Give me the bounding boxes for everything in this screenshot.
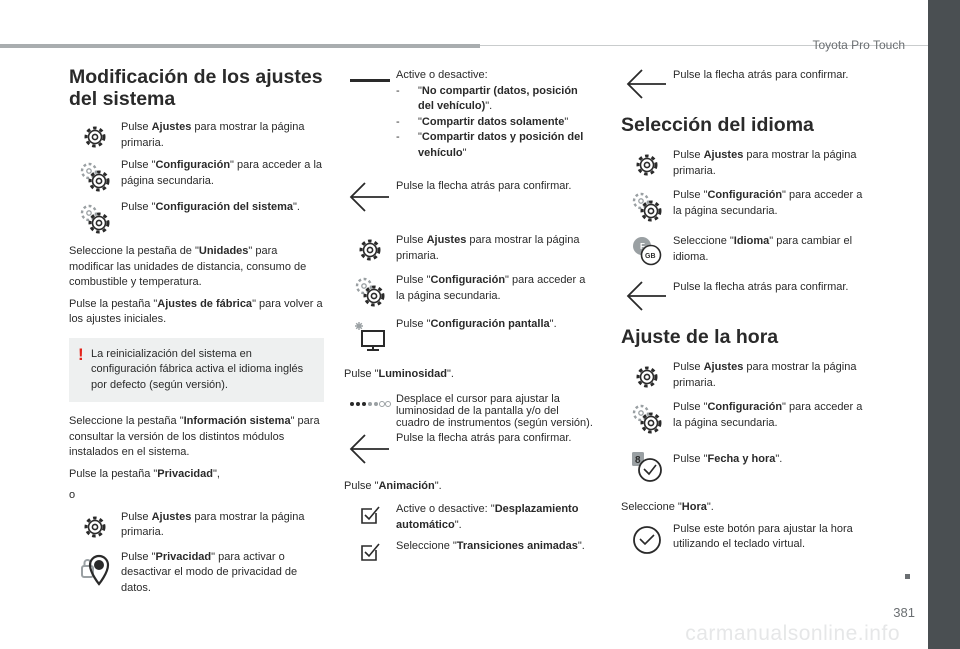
step-privacy-options xyxy=(344,68,594,161)
watermark: carmanualsonline.info xyxy=(685,622,900,645)
step-text: Seleccione "Transiciones animadas". xyxy=(396,540,585,552)
step-back-language xyxy=(621,278,871,312)
back-arrow-icon xyxy=(349,433,391,465)
step-text: Pulse "Configuración" para acceder a la página secundaria. xyxy=(673,189,863,217)
slider-dots-icon xyxy=(349,400,391,408)
activate-intro: Active o desactive: xyxy=(396,69,488,81)
back-arrow-icon xyxy=(349,181,391,213)
paragraph-system-info: Seleccione la pestaña "Información sistema" para consultar la versión de los distintos módulos instalados en el sistema. xyxy=(69,415,320,458)
paragraph-factory-settings: Pulse la pestaña "Ajustes de fábrica" para volver a los ajustes iniciales. xyxy=(69,297,323,325)
step-system-configuration xyxy=(69,200,324,236)
step-text: Pulse "Configuración" para acceder a la página secundaria. xyxy=(396,274,586,302)
step-text: Pulse la flecha atrás para confirmar. xyxy=(673,69,849,81)
back-arrow-icon xyxy=(626,280,668,312)
column-3 xyxy=(621,66,871,556)
page-number: 381 xyxy=(893,605,915,620)
double-gear-icon xyxy=(630,402,664,436)
step-text: Pulse Ajustes para mostrar la página primaria. xyxy=(673,149,857,177)
step-animated-transitions xyxy=(344,539,594,563)
language-icon-label-top: F xyxy=(640,242,645,251)
gear-icon xyxy=(632,362,662,392)
clock-icon xyxy=(630,450,664,484)
step-text: Pulse Ajustes para mostrar la página primaria. xyxy=(121,510,305,538)
step-text: Pulse Ajustes para mostrar la página primaria. xyxy=(396,234,580,262)
list-item: - "No compartir (datos, posición del vehículo)". xyxy=(396,84,578,112)
step-back-2 xyxy=(344,431,594,465)
step-settings-2 xyxy=(69,510,324,542)
section-title-system-settings: Modificación de los ajustes del sistema xyxy=(69,66,323,110)
step-settings xyxy=(621,148,871,180)
calendar-badge-label: 8 xyxy=(635,455,641,466)
language-icon-label-bottom: GB xyxy=(645,253,656,260)
step-configuration-time xyxy=(621,400,871,436)
privacy-options-list xyxy=(396,84,594,162)
step-text: Seleccione "Idioma" para cambiar el idioma. xyxy=(673,235,853,263)
step-date-time xyxy=(621,448,871,484)
flag-icon xyxy=(350,74,390,88)
step-text: Pulse "Configuración" para acceder a la página secundaria. xyxy=(673,401,863,429)
section-title-time: Ajuste de la hora xyxy=(621,326,779,348)
double-gear-icon xyxy=(630,190,664,224)
double-gear-icon xyxy=(78,160,112,194)
step-text: Pulse "Configuración" para acceder a la página secundaria. xyxy=(121,159,323,187)
section-title-language: Selección del idioma xyxy=(621,114,814,136)
step-language xyxy=(621,234,871,266)
clock-icon xyxy=(631,524,663,556)
back-arrow-icon xyxy=(626,68,668,100)
step-text: Desplace el cursor para ajustar la luminosidad de la pantalla y/o del cuadro de instrumentos (según versión). xyxy=(396,392,593,429)
checkbox-icon xyxy=(359,504,381,526)
step-back-1 xyxy=(344,179,594,213)
step-text: Pulse la flecha atrás para confirmar. xyxy=(396,180,572,192)
step-settings-time xyxy=(621,360,871,392)
step-text: Active o desactive: "Desplazamiento automático". xyxy=(396,503,579,531)
gear-icon xyxy=(80,122,110,152)
column-2 xyxy=(344,68,594,563)
step-text: Pulse "Configuración del sistema". xyxy=(121,201,300,213)
step-set-hour xyxy=(621,522,871,556)
paragraph-animation: Pulse "Animación". xyxy=(344,479,442,492)
list-item: - "Compartir datos solamente" xyxy=(396,115,569,128)
double-gear-icon xyxy=(353,275,387,309)
warning-mark-icon: ! xyxy=(78,344,84,364)
step-configuration xyxy=(69,158,324,194)
step-text: Pulse la flecha atrás para confirmar. xyxy=(396,431,572,444)
paragraph-brightness: Pulse "Luminosidad". xyxy=(344,368,454,380)
step-text: Pulse "Fecha y hora". xyxy=(673,453,783,465)
gear-icon xyxy=(355,235,385,265)
column-1 xyxy=(69,66,324,596)
step-configuration xyxy=(621,188,871,224)
privacy-options xyxy=(396,68,594,161)
checkbox-icon xyxy=(359,541,381,563)
step-settings xyxy=(69,120,324,152)
language-icon xyxy=(631,236,663,266)
step-settings xyxy=(344,233,594,265)
step-text: Pulse Ajustes para mostrar la página primaria. xyxy=(673,361,857,389)
gear-icon xyxy=(80,512,110,542)
step-text: Pulse Ajustes para mostrar la página primaria. xyxy=(121,121,305,149)
paragraph-select-hour: Seleccione "Hora". xyxy=(621,501,714,513)
step-text: Pulse la flecha atrás para confirmar. xyxy=(673,281,849,293)
header-rule xyxy=(0,44,480,48)
step-text: Pulse este botón para ajustar la hora utilizando el teclado virtual. xyxy=(673,522,853,550)
step-text: Pulse "Privacidad" para activar o desactivar el modo de privacidad de datos. xyxy=(121,550,298,594)
double-gear-icon xyxy=(78,202,112,236)
step-screen-configuration xyxy=(344,317,594,353)
warning-note xyxy=(69,338,324,403)
footer-mark xyxy=(905,574,910,579)
paragraph-privacy-tab: Pulse la pestaña "Privacidad", xyxy=(69,467,220,480)
right-sidebar-band xyxy=(928,0,960,649)
step-text: Pulse "Configuración pantalla". xyxy=(396,318,557,330)
list-item: - "Compartir datos y posición del vehículo" xyxy=(396,131,584,159)
step-back-0 xyxy=(621,66,871,100)
warning-note-text: La reinicialización del sistema en configuración fábrica activa el idioma inglés por defecto (según versión). xyxy=(91,347,304,391)
step-auto-scroll xyxy=(344,502,594,533)
privacy-icon xyxy=(77,552,113,590)
step-privacy xyxy=(69,550,324,597)
header-title: Toyota Pro Touch xyxy=(812,38,905,52)
paragraph-or: o xyxy=(69,489,76,501)
gear-icon xyxy=(632,150,662,180)
paragraph-units: Seleccione la pestaña de "Unidades" para modificar las unidades de distancia, consumo de combustible y temperatura. xyxy=(69,245,307,288)
step-configuration xyxy=(344,273,594,309)
brightness-screen-icon xyxy=(353,319,387,353)
step-brightness-slider xyxy=(344,393,594,429)
